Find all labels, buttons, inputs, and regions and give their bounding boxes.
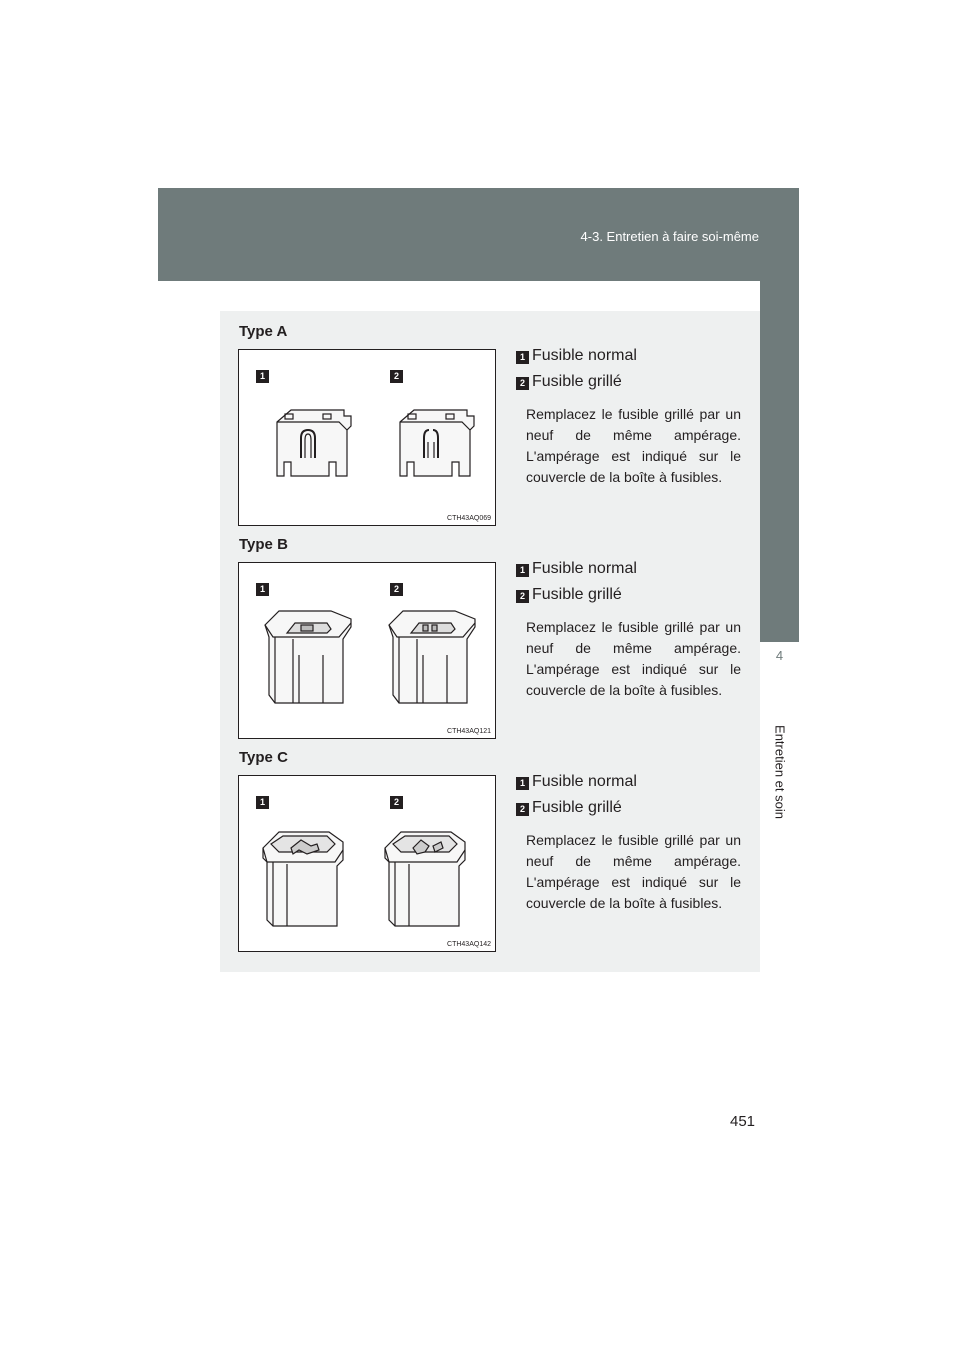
figure-code: CTH43AQ069 [447, 515, 491, 522]
chapter-label-text: Entretien et soin [772, 725, 788, 819]
chapter-number: 4 [775, 648, 784, 663]
box-fuse-illustration [239, 776, 495, 951]
section-title: Type C [239, 749, 288, 766]
figure-marker-2: 2 [390, 796, 403, 809]
section-title: Type B [239, 536, 288, 553]
legend-marker: 2 [516, 803, 529, 816]
legend-marker: 1 [516, 564, 529, 577]
content-panel [220, 311, 760, 972]
legend-marker: 1 [516, 351, 529, 364]
header-bar [158, 188, 799, 281]
page-number: 451 [730, 1113, 756, 1130]
section-title: Type A [239, 323, 288, 340]
fuse-figure [238, 775, 496, 952]
legend-label: Fusible grillé [532, 373, 622, 390]
legend-label: Fusible normal [532, 347, 637, 364]
description-text: Remplacez le fusible grillé par un neuf de même ampérage. L'ampérage est indiqué sur le couvercle de la boîte à fusibles. [526, 832, 741, 911]
legend-label: Fusible normal [532, 773, 637, 790]
chapter-tab[interactable] [760, 281, 799, 642]
figure-marker-1: 1 [256, 370, 269, 383]
legend-label: Fusible normal [532, 560, 637, 577]
legend-marker: 2 [516, 377, 529, 390]
legend-marker: 1 [516, 777, 529, 790]
figure-code: CTH43AQ121 [447, 728, 491, 735]
description-text: Remplacez le fusible grillé par un neuf de même ampérage. L'ampérage est indiqué sur le couvercle de la boîte à fusibles. [526, 406, 741, 485]
fuse-figure [238, 562, 496, 739]
fuse-figure [238, 349, 496, 526]
chapter-label [762, 712, 798, 832]
legend-marker: 2 [516, 590, 529, 603]
figure-code: CTH43AQ142 [447, 941, 491, 948]
legend-label: Fusible grillé [532, 799, 622, 816]
figure-marker-2: 2 [390, 370, 403, 383]
cartridge-fuse-illustration [239, 563, 495, 738]
figure-marker-1: 1 [256, 796, 269, 809]
blade-fuse-illustration [239, 350, 495, 525]
figure-marker-1: 1 [256, 583, 269, 596]
description-text: Remplacez le fusible grillé par un neuf de même ampérage. L'ampérage est indiqué sur le couvercle de la boîte à fusibles. [526, 619, 741, 698]
legend-label: Fusible grillé [532, 586, 622, 603]
header-title: 4-3. Entretien à faire soi-même [580, 229, 759, 244]
figure-marker-2: 2 [390, 583, 403, 596]
